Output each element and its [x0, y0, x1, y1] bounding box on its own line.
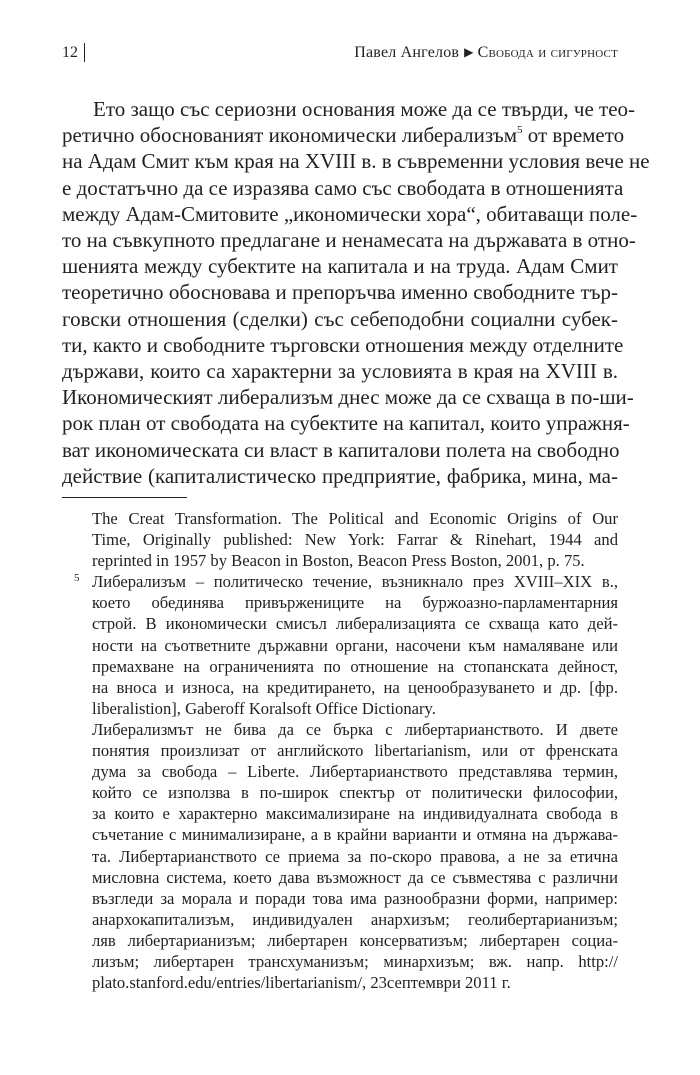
body-line: рок план от свободата на субектите на капитал, които упражня- — [62, 411, 630, 436]
footnote-line: liberalistion], Gaberoff Koralsoft Office Dictionary. — [92, 698, 436, 718]
footnote-line: ности на съответните държавни органи, насочени към намаляване или — [92, 635, 618, 655]
footnote-line: понятия произлизат от английското libertarianism, или от френската — [92, 741, 618, 761]
header-divider — [84, 43, 85, 62]
body-line: шенията между субектите на капитала и на труда. Адам Смит — [62, 254, 618, 279]
footnote-line: премахване на ограниченията по отношение на стопанската дейност, — [92, 656, 618, 676]
running-head — [354, 42, 618, 64]
footnote-line: дума за свобода – Liberte. Либертарианството представлява термин, — [92, 762, 618, 782]
body-line-tail: от времето — [522, 123, 625, 148]
footnote-line: съчетание с минимализиране, а в крайни варианти и отмяна на държава- — [92, 825, 618, 845]
footnote-separator — [62, 497, 187, 498]
body-line: на Адам Смит към края на XVIII в. в съвременни условия вече не — [62, 149, 650, 174]
footnote-line: Либерализмът не бива да се бърка с либертарианството. И двете — [92, 719, 618, 739]
footnote-line: строй. В икономически смисъл либерализацията се схваща като дей- — [92, 614, 618, 634]
body-line: действие (капиталистическо предприятие, фабрика, мина, ма- — [62, 463, 618, 488]
running-header — [62, 42, 618, 64]
body-line: Икономическият либерализъм днес може да се схваща в по-ши- — [62, 385, 634, 410]
body-line: Ето защо със сериозни основания може да се твърди, че тео- — [93, 97, 636, 121]
footnote-line: мисловна система, което дава възможност да се съвместява с различни — [92, 867, 618, 887]
footnote-line: reprinted in 1957 by Beacon in Boston, Beacon Press Boston, 2001, p. 75. — [92, 551, 585, 571]
body-line — [62, 122, 625, 148]
page-number: 12 — [62, 44, 78, 61]
body-line: е достатъчно да се изразява само със свободата в отношенията — [62, 175, 624, 200]
footnote-line: The Creat Transformation. The Political and Economic Origins of Our — [92, 509, 618, 528]
footnote-line: за които е характерно максимализиране на индивидуалната свобода в — [92, 804, 618, 824]
footnote-line: на вноса и износа, на кредитирането, на ценообразуването и др. [фр. — [92, 677, 618, 697]
arrow-right-icon: ▶ — [464, 45, 474, 59]
book-title: Свобода и сигурност — [477, 44, 618, 61]
footnote-line: plato.stanford.edu/entries/libertarianism/, 23септември 2011 г. — [92, 973, 511, 993]
footnotes — [74, 508, 618, 993]
footnote-line: ляв либертарианизъм; либертарен консерватизъм; либертарен социа- — [92, 930, 618, 950]
footnote-line: Либерализъм – политическо течение, възникнало през XVIII–XIX в., — [92, 572, 618, 592]
body-line: теоретично обосновава и препоръчва именно свободните тър- — [62, 280, 618, 305]
body-line: то на съвкупното предлагане и ненамесата на държавата в отно- — [62, 228, 636, 253]
footnote-line: който се използва в по-широк спектър от политически философии, — [92, 783, 618, 803]
footnote-5 — [74, 571, 618, 719]
footnote-line: Time, Originally published: New York: Farrar & Rinehart, 1944 and — [92, 530, 618, 550]
body-line: държави, които са характерни за условията в края на XVIII в. — [62, 359, 618, 384]
footnote-line: лизъм; либертарен трансхуманизъм; минархизъм; вж. напр. http:// — [92, 951, 618, 971]
main-paragraph — [62, 96, 650, 489]
footnote-line: възгледи за морала и поради това има разнообразни форми, например: — [92, 888, 618, 908]
footnote-line: та. Либертарианството се приема за по-скоро правова, а не за етична — [92, 846, 618, 866]
footnote-5-continuation — [92, 719, 618, 993]
footnote-continued — [92, 508, 618, 571]
footnote-marker: 5 — [74, 572, 80, 585]
body-line-text: ретично обоснованият икономически либерализъм — [62, 123, 517, 148]
body-line: ти, както и свободните търговски отношения между отделните — [62, 332, 624, 357]
body-line: ват икономическата си власт в капиталови полета на свободно — [62, 437, 620, 462]
author-name: Павел Ангелов — [354, 44, 460, 61]
footnote-line: анархокапитализъм, индивидуален анархизъм; геолибертарианизъм; — [92, 909, 618, 929]
body-line: говски отношения (сделки) със себеподобни социални субек- — [62, 306, 618, 331]
footnote-reference[interactable]: 5 — [517, 124, 523, 137]
body-line: между Адам-Смитовите „икономически хора“, обитаващи поле- — [62, 201, 638, 226]
footnote-line: което обединява привържениците на буржоазно-парламентарния — [92, 593, 618, 613]
